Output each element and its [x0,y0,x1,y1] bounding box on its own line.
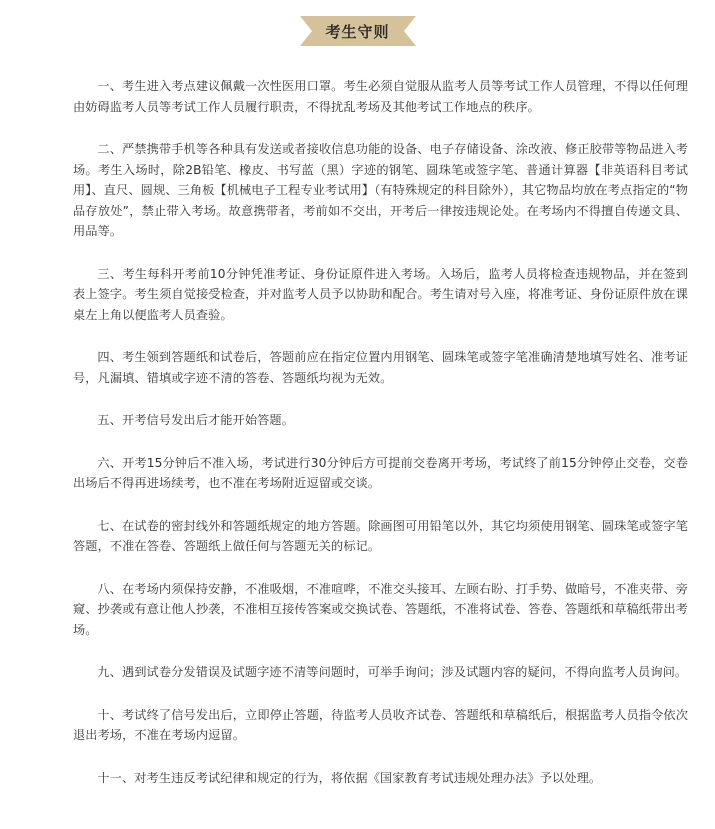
rule-item: 四、考生领到答题纸和试卷后，答题前应在指定位置内用钢笔、圆珠笔或签字笔准确清楚地填写姓名、准考证号，凡漏填、错填或字迹不清的答卷、答题纸均视为无效。 [73,350,688,385]
rule-item: 一、考生进入考点建议佩戴一次性医用口罩。考生必须自觉服从监考人员等考试工作人员管理，不得以任何理由妨碍监考人员等考试工作人员履行职责，不得扰乱考场及其他考试工作地点的秩序。 [73,79,688,114]
rule-item: 十、考试终了信号发出后，立即停止答题，待监考人员收齐试卷、答题纸和草稿纸后，根据监考人员指令依次退出考场，不准在考场内逗留。 [73,707,688,742]
title-area [0,16,715,46]
title-badge [300,16,416,46]
rule-item: 二、严禁携带手机等各种具有发送或者接收信息功能的设备、电子存储设备、涂改液、修正胶带等物品进入考场。考生入场时，除2B铅笔、橡皮、书写蓝（黑）字迹的钢笔、圆珠笔或签字笔、普通计算器【非英语科目考试用】、直尺、圆规、三角板【机械电子工程专业考试用】（有特殊规定的科目除外），其它物品均放在考点指定的“物品存放处”，禁止带入考场。故意携带者，考前如不交出，开考后一律按违规论处。在考场内不得擅自传递文具、用品等。 [73,142,688,238]
rule-item: 八、在考场内须保持安静，不准吸烟，不准喧哗，不准交头接耳、左顾右盼、打手势、做暗号，不准夹带、旁窥、抄袭或有意让他人抄袭，不准相互接传答案或交换试卷、答题纸，不准将试卷、答卷、答题纸和草稿纸带出考场。 [73,581,688,637]
rule-item: 七、在试卷的密封线外和答题纸规定的地方答题。除画图可用铅笔以外，其它均须使用钢笔、圆珠笔或签字笔答题，不准在答卷、答题纸上做任何与答题无关的标记。 [73,518,688,553]
rules-list [73,76,688,810]
rule-item: 六、开考15分钟后不准入场，考试进行30分钟后方可提前交卷离开考场，考试终了前15分钟停止交卷，交卷出场后不得再进场续考，也不准在考场附近逗留或交谈。 [73,455,688,490]
page-title: 考生守则 [325,22,390,41]
rule-item: 三、考生每科开考前10分钟凭准考证、身份证原件进入考场。入场后，监考人员将检查违规物品，并在签到表上签字。考生须自觉接受检查，并对监考人员予以协助和配合。考生请对号入座，将准考证、身份证原件放在课桌左上角以便监考人员查验。 [73,266,688,322]
rule-item: 十一、对考生违反考试纪律和规定的行为，将依据《国家教育考试违规处理办法》予以处理。 [97,770,602,785]
rule-item: 五、开考信号发出后才能开始答题。 [97,413,294,427]
rule-item: 九、遇到试卷分发错误及试题字迹不清等问题时，可举手询问；涉及试题内容的疑问，不得向监考人员询问。 [97,665,688,679]
